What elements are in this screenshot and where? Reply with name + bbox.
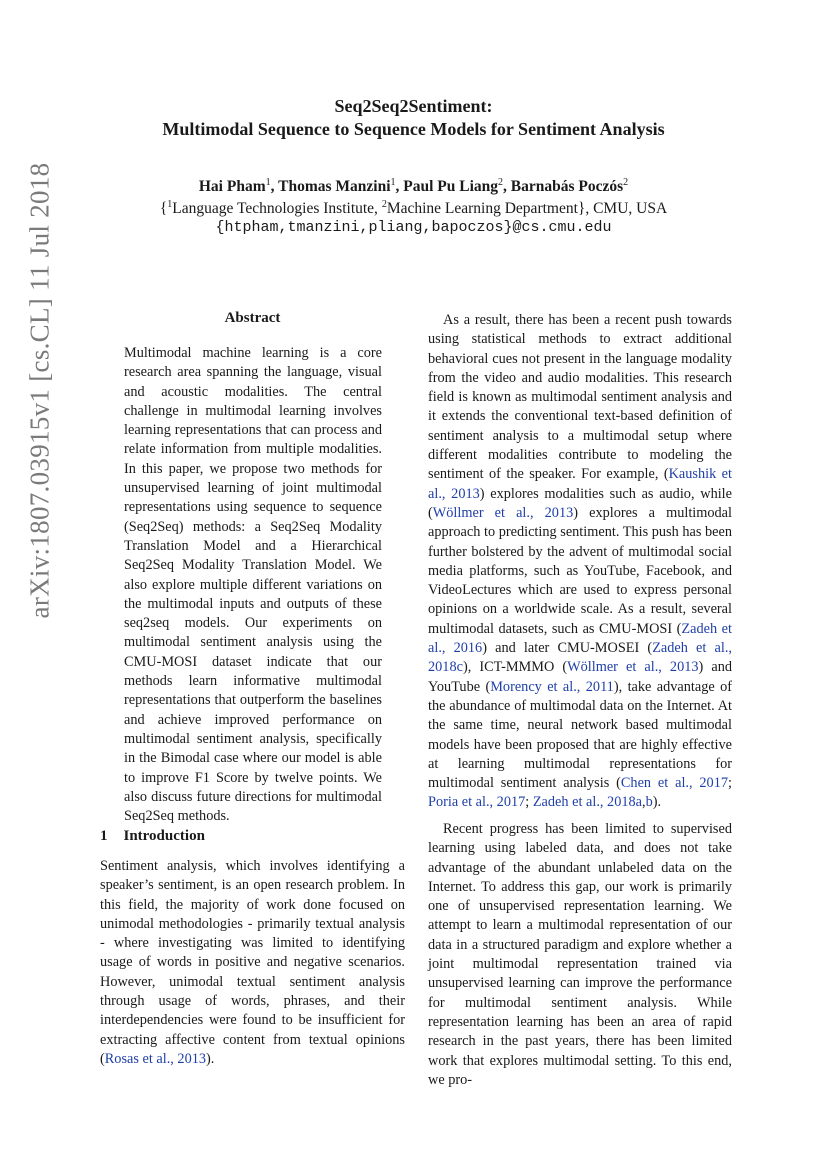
affiliations: {$^1$Language Technologies Institute, $^2$Machine Learning Department}, CMU, USA xyxy=(159,199,668,218)
author-name: Thomas Manzini xyxy=(278,178,391,196)
intro-paragraph: Sentiment analysis, which involves identifying a speaker’s sentiment, is an open research problem. In this field, the majority of work done focused on unimodal methodologies - primarily textual analysis - where investigating was limited to identifying usage of words in positive and negative scenarios. However, unimodal textual sentiment analysis through usage of words, phrases, and their interdependencies were found to be insufficient for extracting affective content from textual opinions (Rosas et al., 2013). xyxy=(100,858,405,1067)
citation-link[interactable]: Zadeh et al., 2016 xyxy=(428,620,732,657)
author-affil-mark: 1 xyxy=(265,177,271,188)
citation-link[interactable]: Morency et al., 2011 xyxy=(490,678,614,695)
citation-link[interactable]: Zadeh et al., 2018c xyxy=(428,640,732,676)
author-name: Paul Pu Liang xyxy=(403,178,498,196)
author-affil-mark: 2 xyxy=(623,177,629,188)
citation-link[interactable]: Wöllmer et al., 2013 xyxy=(567,659,699,676)
body-paragraph: Recent progress has been limited to supervised learning using labeled data, and does not take advantage of the abundant unlabeled data on the Internet. To address this gap, our work is primarily one of unsupervised representation learning. We attempt to learn a multimodal representation of our data in a structured paradigm and explore whether a joint multimodal representation trained via unsupervised learning can improve the performance for multimodal sentiment analysis. While representation learning has been an area of rapid research in the past years, there has been limited work that explores multimodal setting. To this end, we pro- xyxy=(428,821,732,1088)
section-title: Introduction xyxy=(123,828,205,844)
author-emails: {htpham,tmanzini,pliang,bapoczos}@cs.cmu.edu xyxy=(215,219,612,236)
citation-link[interactable]: Rosas et al., 2013 xyxy=(104,1050,207,1067)
paper-title-line1: Seq2Seq2Sentiment: xyxy=(334,96,493,116)
citation-link[interactable]: Wöllmer et al., 2013 xyxy=(432,504,574,521)
paper-title-line2: Multimodal Sequence to Sequence Models for Sentiment Analysis xyxy=(162,119,665,139)
citation-link[interactable]: b xyxy=(645,794,653,811)
author-name: Barnabás Poczós xyxy=(510,178,624,196)
citation-link[interactable]: Zadeh et al., 2018a xyxy=(532,794,642,811)
author-affil-mark: 2 xyxy=(498,177,503,188)
author-list: Hai Pham$^1$, Thomas Manzini$^1$, Paul Pu Liang$^2$, Barnabás Poczós$^2$ xyxy=(198,177,629,196)
section-number: 1 xyxy=(100,828,108,844)
body-paragraph: As a result, there has been a recent push towards using statistical methods to extract additional behavioral cues not present in the language modality from the video and audio modalities. This research field is known as multimodal sentiment analysis and it extends the conventional text-based definition of sentiment analysis to a multimodal setup where different modalities contribute to modeling the sentiment of the speaker. For example, (Kaushik et al., 2013) explores modalities such as audio, while (Wöllmer et al., 2013) explores a multimodal approach to predicting sentiment. This push has been further bolstered by the advent of multimodal social media platforms, such as YouTube, Facebook, and VideoLectures which are used to express personal opinions on a worldwide scale. As a result, several multimodal datasets, such as CMU-MOSI (Zadeh et al., 2016) and later CMU-MOSEI (Zadeh et al., 2018c), ICT-MMMO (Wöllmer et al., 2013) and YouTube (Morency et al., 2011), take advantage of the abundance of multimodal data on the Internet. At the same time, neural network based multimodal models have been proposed that are highly effective at learning multimodal representations for multimodal sentiment analysis (Chen et al., 2017; Poria et al., 2017; Zadeh et al., 2018a,b). xyxy=(428,312,733,811)
author-affil-mark: 1 xyxy=(390,177,396,188)
citation-link[interactable]: Chen et al., 2017 xyxy=(620,775,729,792)
author-name: Hai Pham xyxy=(198,178,266,196)
abstract-heading: Abstract xyxy=(224,310,281,326)
citation-link[interactable]: Kaushik et al., 2013 xyxy=(428,466,732,502)
abstract-text: Multimodal machine learning is a core research area spanning the language, visual and acoustic modalities. The central challenge in multimodal learning involves learning representations that can process and relate information from multiple modalities. In this paper, we propose two methods for unsupervised learning of joint multimodal representations using sequence to sequence (Seq2Seq) methods: a Seq2Seq Modality Translation Model and a Hierarchical Seq2Seq Modality Translation Model. We also explore multiple different variations on the multimodal inputs and outputs of these seq2seq models. Our experiments on multimodal sentiment analysis using the CMU-MOSI dataset indicate that our methods learn informative multimodal representations that outperform the baselines and achieve improved performance on multimodal sentiment analysis, specifically in the Bimodal case where our model is able to improve F1 Score by twelve points. We also discuss future directions for multimodal Seq2Seq methods. xyxy=(124,345,382,825)
citation-link[interactable]: Poria et al., 2017 xyxy=(428,794,526,811)
section-heading xyxy=(100,828,205,845)
arxiv-identifier: arXiv:1807.03915v1 [cs.CL] 11 Jul 2018 xyxy=(24,162,55,619)
